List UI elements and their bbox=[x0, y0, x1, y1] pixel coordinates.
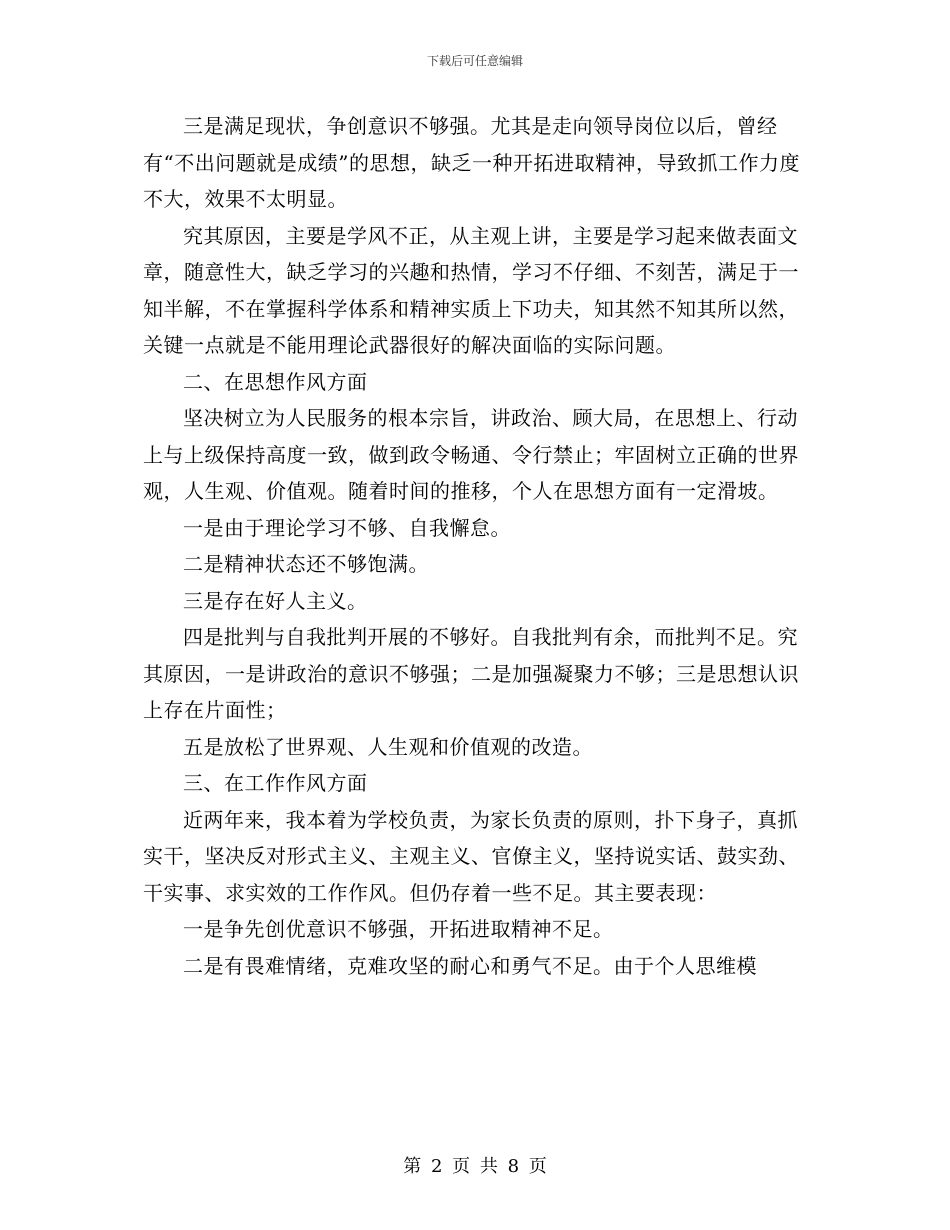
paragraph: 二是精神状态还不够饱满。 bbox=[183, 552, 429, 576]
paragraph: 三是存在好人主义。 bbox=[183, 588, 368, 613]
paragraph: 一是争先创优意识不够强，开拓进取精神不足。 bbox=[183, 917, 614, 941]
paragraph: 究其原因，主要是学风不正，从主观上讲，主要是学习起来做表面文章，随意性大，缺乏学习的兴趣和热情，学习不仔细、不刻苦，满足于一知半解，不在掌握科学体系和精神实质上下功夫，知其然不知其所以然，关键一点就是不能用理论武器很好的解决面临的实际问题。 bbox=[143, 223, 799, 357]
page-header: 下载后可任意编辑 bbox=[426, 54, 523, 68]
page-footer: 第 2 页 共 8 页 bbox=[403, 1156, 547, 1177]
paragraph: 一是由于理论学习不够、自我懈怠。 bbox=[183, 515, 511, 540]
paragraph: 近两年来，我本着为学校负责，为家长负责的原则，扑下身子，真抓实干，坚决反对形式主义、主观主义、官僚主义，坚持说实话、鼓实劲、干实事、求实效的工作作风。但仍存着一些不足。其主要表现： bbox=[143, 807, 799, 905]
paragraph: 三是满足现状，争创意识不够强。尤其是走向领导岗位以后，曾经有“不出问题就是成绩”的思想，缺乏一种开拓进取精神，导致抓工作力度不大，效果不太明显。 bbox=[143, 114, 800, 211]
section-heading: 三、在工作作风方面 bbox=[183, 771, 368, 795]
document-body bbox=[143, 108, 807, 984]
paragraph: 坚决树立为人民服务的根本宗旨，讲政治、顾大局，在思想上、行动上与上级保持高度一致，做到政令畅通、令行禁止；牢固树立正确的世界观，人生观、价值观。随着时间的推移，个人在思想方面有一定滑坡。 bbox=[143, 406, 799, 503]
paragraph: 五是放松了世界观、人生观和价值观的改造。 bbox=[183, 734, 593, 759]
paragraph: 四是批判与自我批判开展的不够好。自我批判有余，而批判不足。究其原因，一是讲政治的意识不够强；二是加强凝聚力不够；三是思想认识上存在片面性； bbox=[143, 625, 799, 722]
paragraph: 二是有畏难情绪，克难攻坚的耐心和勇气不足。由于个人思维模 bbox=[183, 953, 757, 978]
section-heading: 二、在思想作风方面 bbox=[183, 369, 368, 394]
